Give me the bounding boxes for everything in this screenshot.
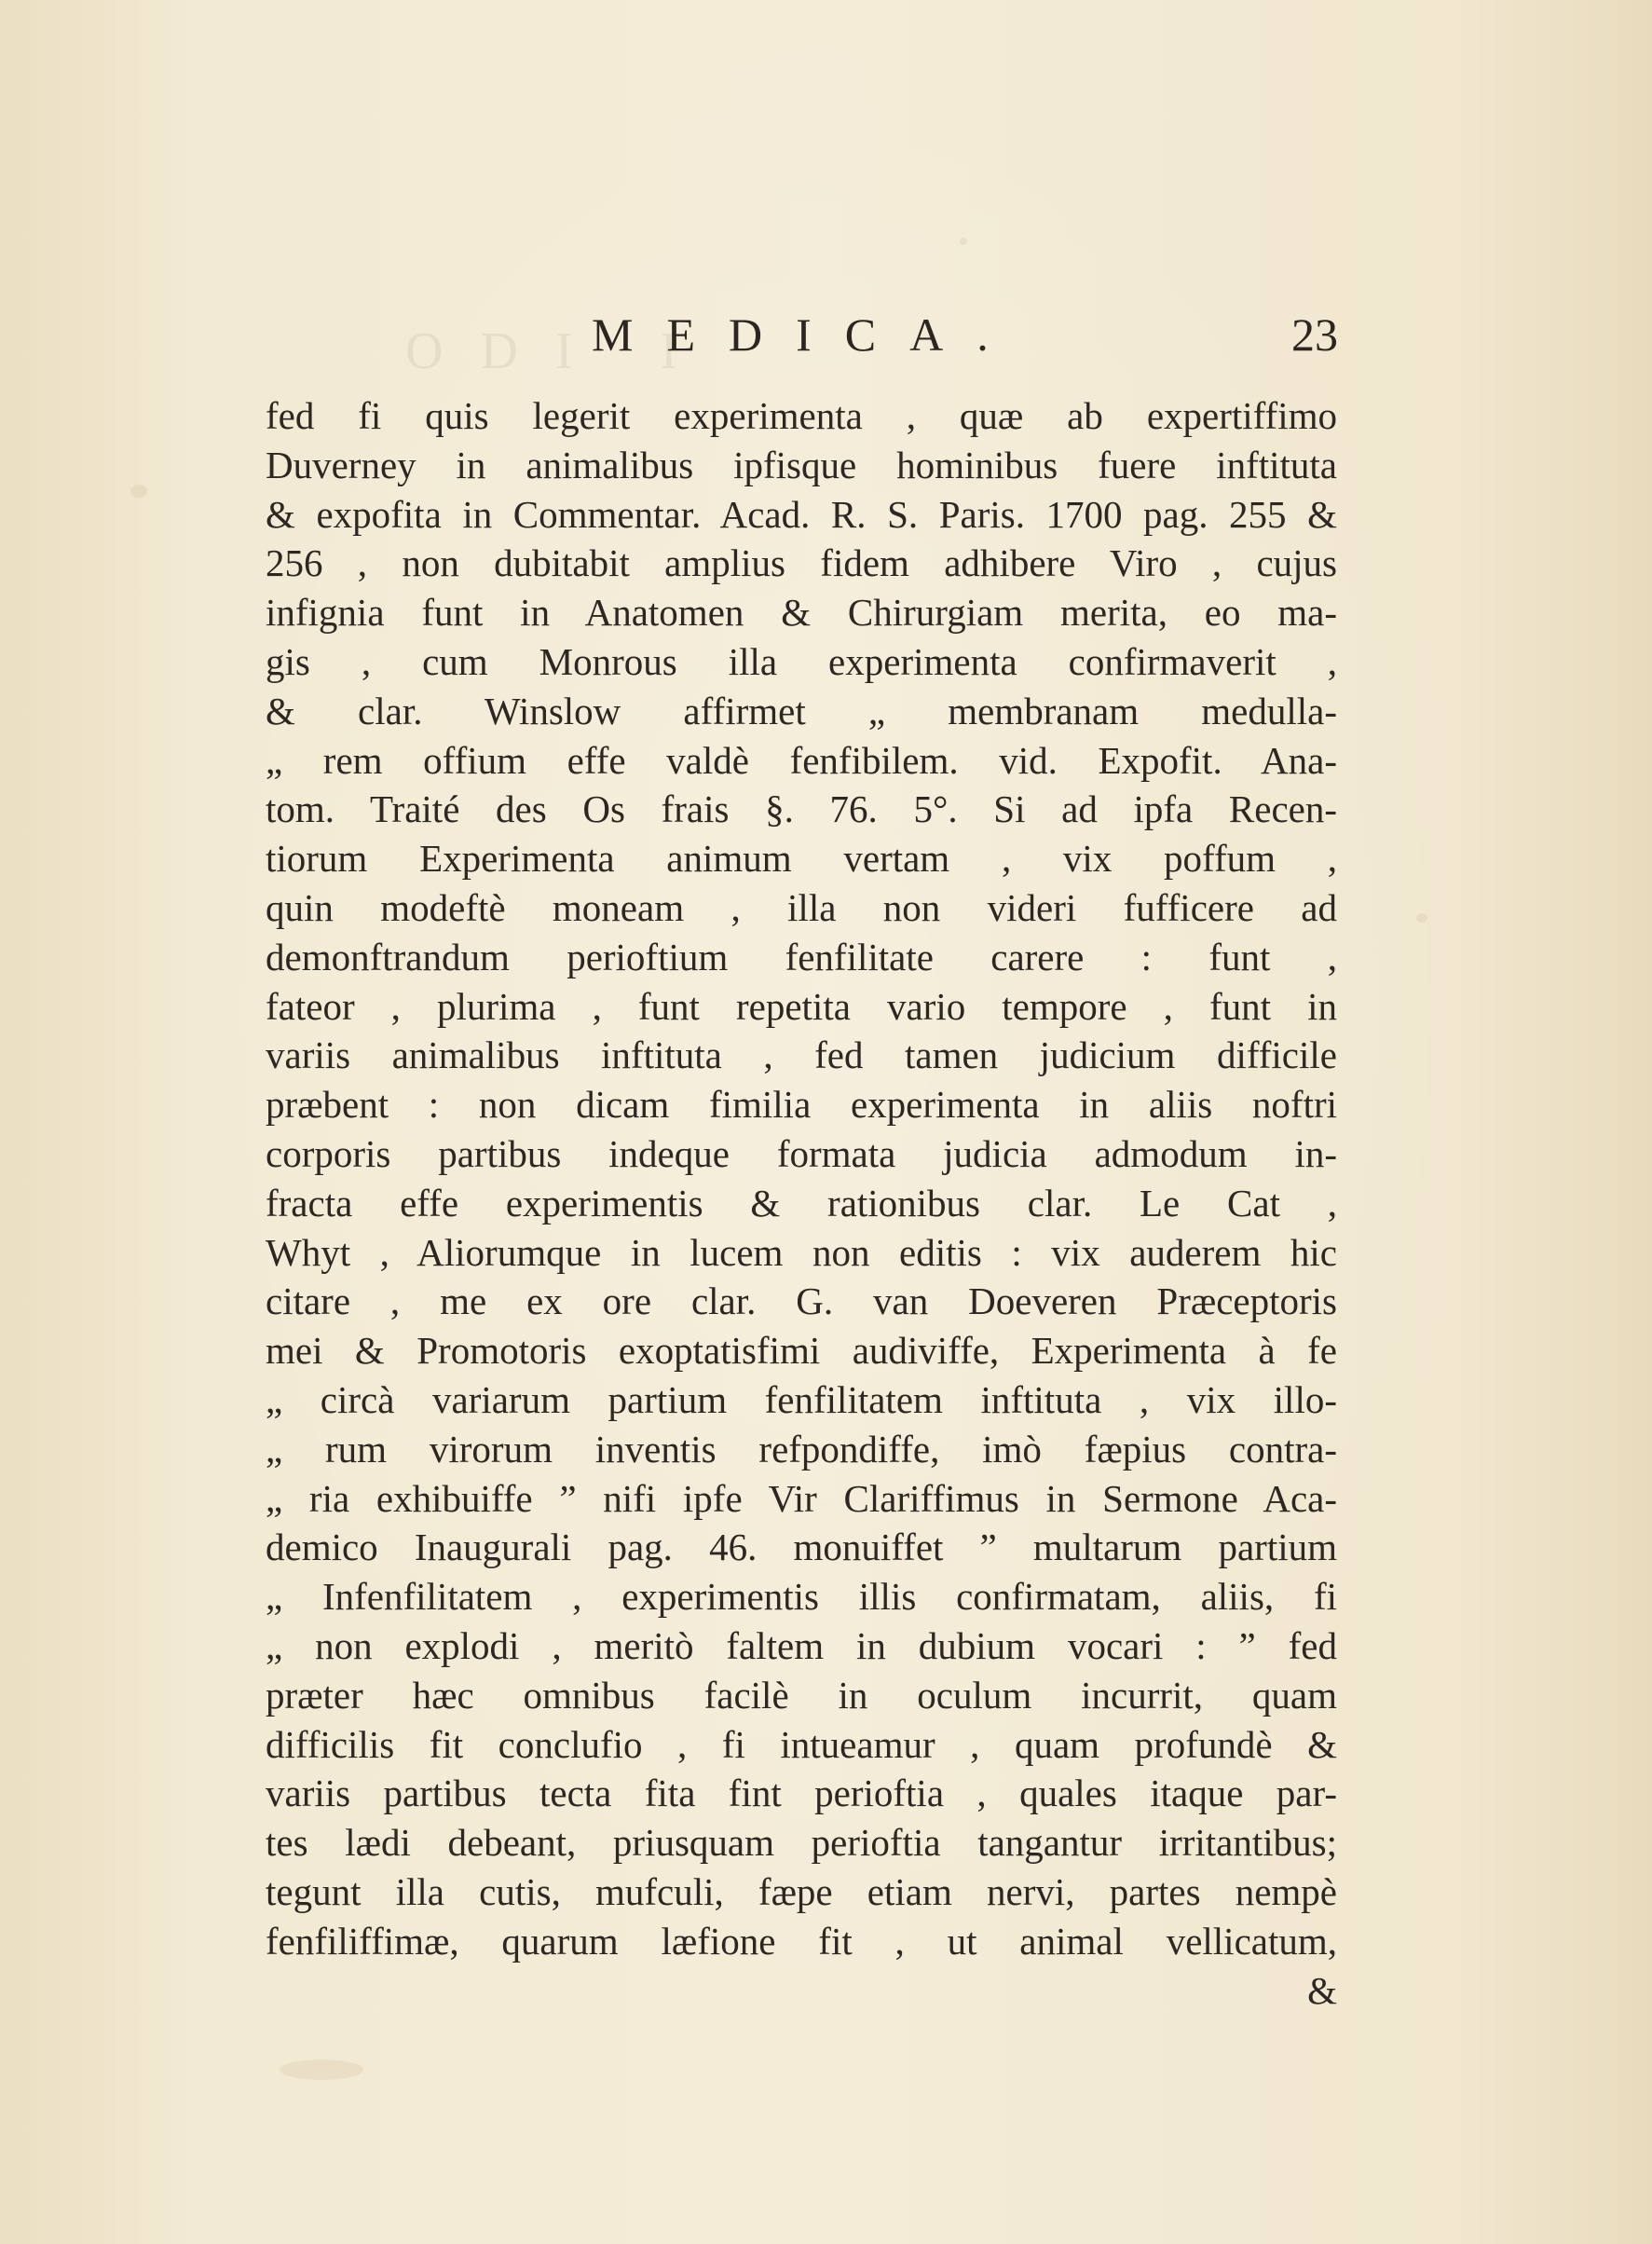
text-line: & expofita in Commentar. Acad. R. S. Paris. 1700 pag. 255 &: [266, 492, 1337, 536]
paper-stain: [130, 485, 147, 498]
text-line: tes lædi debeant, priusquam perioftia tangantur irritantibus;: [266, 1821, 1337, 1865]
text-line: fed fi quis legerit experimenta , quæ ab expertiffimo: [266, 394, 1337, 437]
paper-stain: [1416, 913, 1427, 923]
text-line: variis partibus tecta fita fint perioftia , quales itaque par-: [266, 1772, 1337, 1815]
text-line: demonftrandum perioftium fenfilitate carere : funt ,: [266, 935, 1337, 978]
catchword: &: [1307, 1968, 1337, 2012]
text-line: gis , cum Monrous illa experimenta confirmaverit ,: [266, 639, 1337, 683]
text-line: præter hæc omnibus facilè in oculum incurrit, quam: [266, 1673, 1337, 1717]
text-line: præbent : non dicam fimilia experimenta in aliis noftri: [266, 1083, 1337, 1127]
text-line: „ rum virorum inventis refpondiffe, imò fæpius contra-: [266, 1427, 1337, 1471]
text-line: „ circà variarum partium fenfilitatem inftituta , vix illo-: [266, 1377, 1337, 1421]
text-line: quin modeftè moneam , illa non videri fufficere ad: [266, 885, 1337, 929]
text-line: corporis partibus indeque formata judicia admodum in-: [266, 1131, 1337, 1175]
text-line: & clar. Winslow affirmet „ membranam medulla-: [266, 689, 1337, 732]
running-title: MEDICA.: [592, 308, 1022, 361]
text-line: variis animalibus inftituta , fed tamen judicium difficile: [266, 1033, 1337, 1077]
text-line: 256 , non dubitabit amplius fidem adhibere Viro , cujus: [266, 541, 1337, 585]
running-header: [270, 308, 1351, 373]
text-line: infignia funt in Anatomen & Chirurgiam merita, eo ma-: [266, 591, 1337, 635]
bleed-through-text: ODI I: [405, 322, 716, 380]
text-line: citare , me ex ore clar. G. van Doeveren Præceptoris: [266, 1279, 1337, 1323]
text-line: fateor , plurima , funt repetita vario tempore , funt in: [266, 984, 1337, 1028]
text-line: fenfiliffimæ, quarum læfione fit , ut animal vellicatum,: [266, 1919, 1337, 1963]
text-line: Whyt , Aliorumque in lucem non editis : vix auderem hic: [266, 1230, 1337, 1274]
text-line: tom. Traité des Os frais §. 76. 5°. Si ad ipfa Recen-: [266, 787, 1337, 831]
text-line: fracta effe experimentis & rationibus clar. Le Cat ,: [266, 1181, 1337, 1225]
page-number: 23: [1291, 308, 1338, 361]
text-line: difficilis fit conclufio , fi intueamur , quam profundè &: [266, 1722, 1337, 1766]
body-text: [266, 391, 1337, 2015]
text-line: demico Inaugurali pag. 46. monuiffet ” multarum partium: [266, 1526, 1337, 1569]
text-line: tiorum Experimenta animum vertam , vix poffum ,: [266, 837, 1337, 881]
paper-stain: [280, 2059, 363, 2080]
text-line: tegunt illa cutis, mufculi, fæpe etiam nervi, partes nempè: [266, 1869, 1337, 1913]
text-line: „ Infenfilitatem , experimentis illis confirmatam, aliis, fi: [266, 1575, 1337, 1619]
text-line: mei & Promotoris exoptatisfimi audiviffe, Experimenta à fe: [266, 1329, 1337, 1373]
text-line: „ non explodi , meritò faltem in dubium vocari : ” fed: [266, 1623, 1337, 1667]
text-line: „ ria exhibuiffe ” nifi ipfe Vir Clariffimus in Sermone Aca-: [266, 1476, 1337, 1520]
text-line: „ rem offium effe valdè fenfibilem. vid. Expofit. Ana-: [266, 738, 1337, 782]
paper-stain: [960, 238, 967, 245]
text-line: Duverney in animalibus ipfisque hominibus fuere inftituta: [266, 443, 1337, 486]
